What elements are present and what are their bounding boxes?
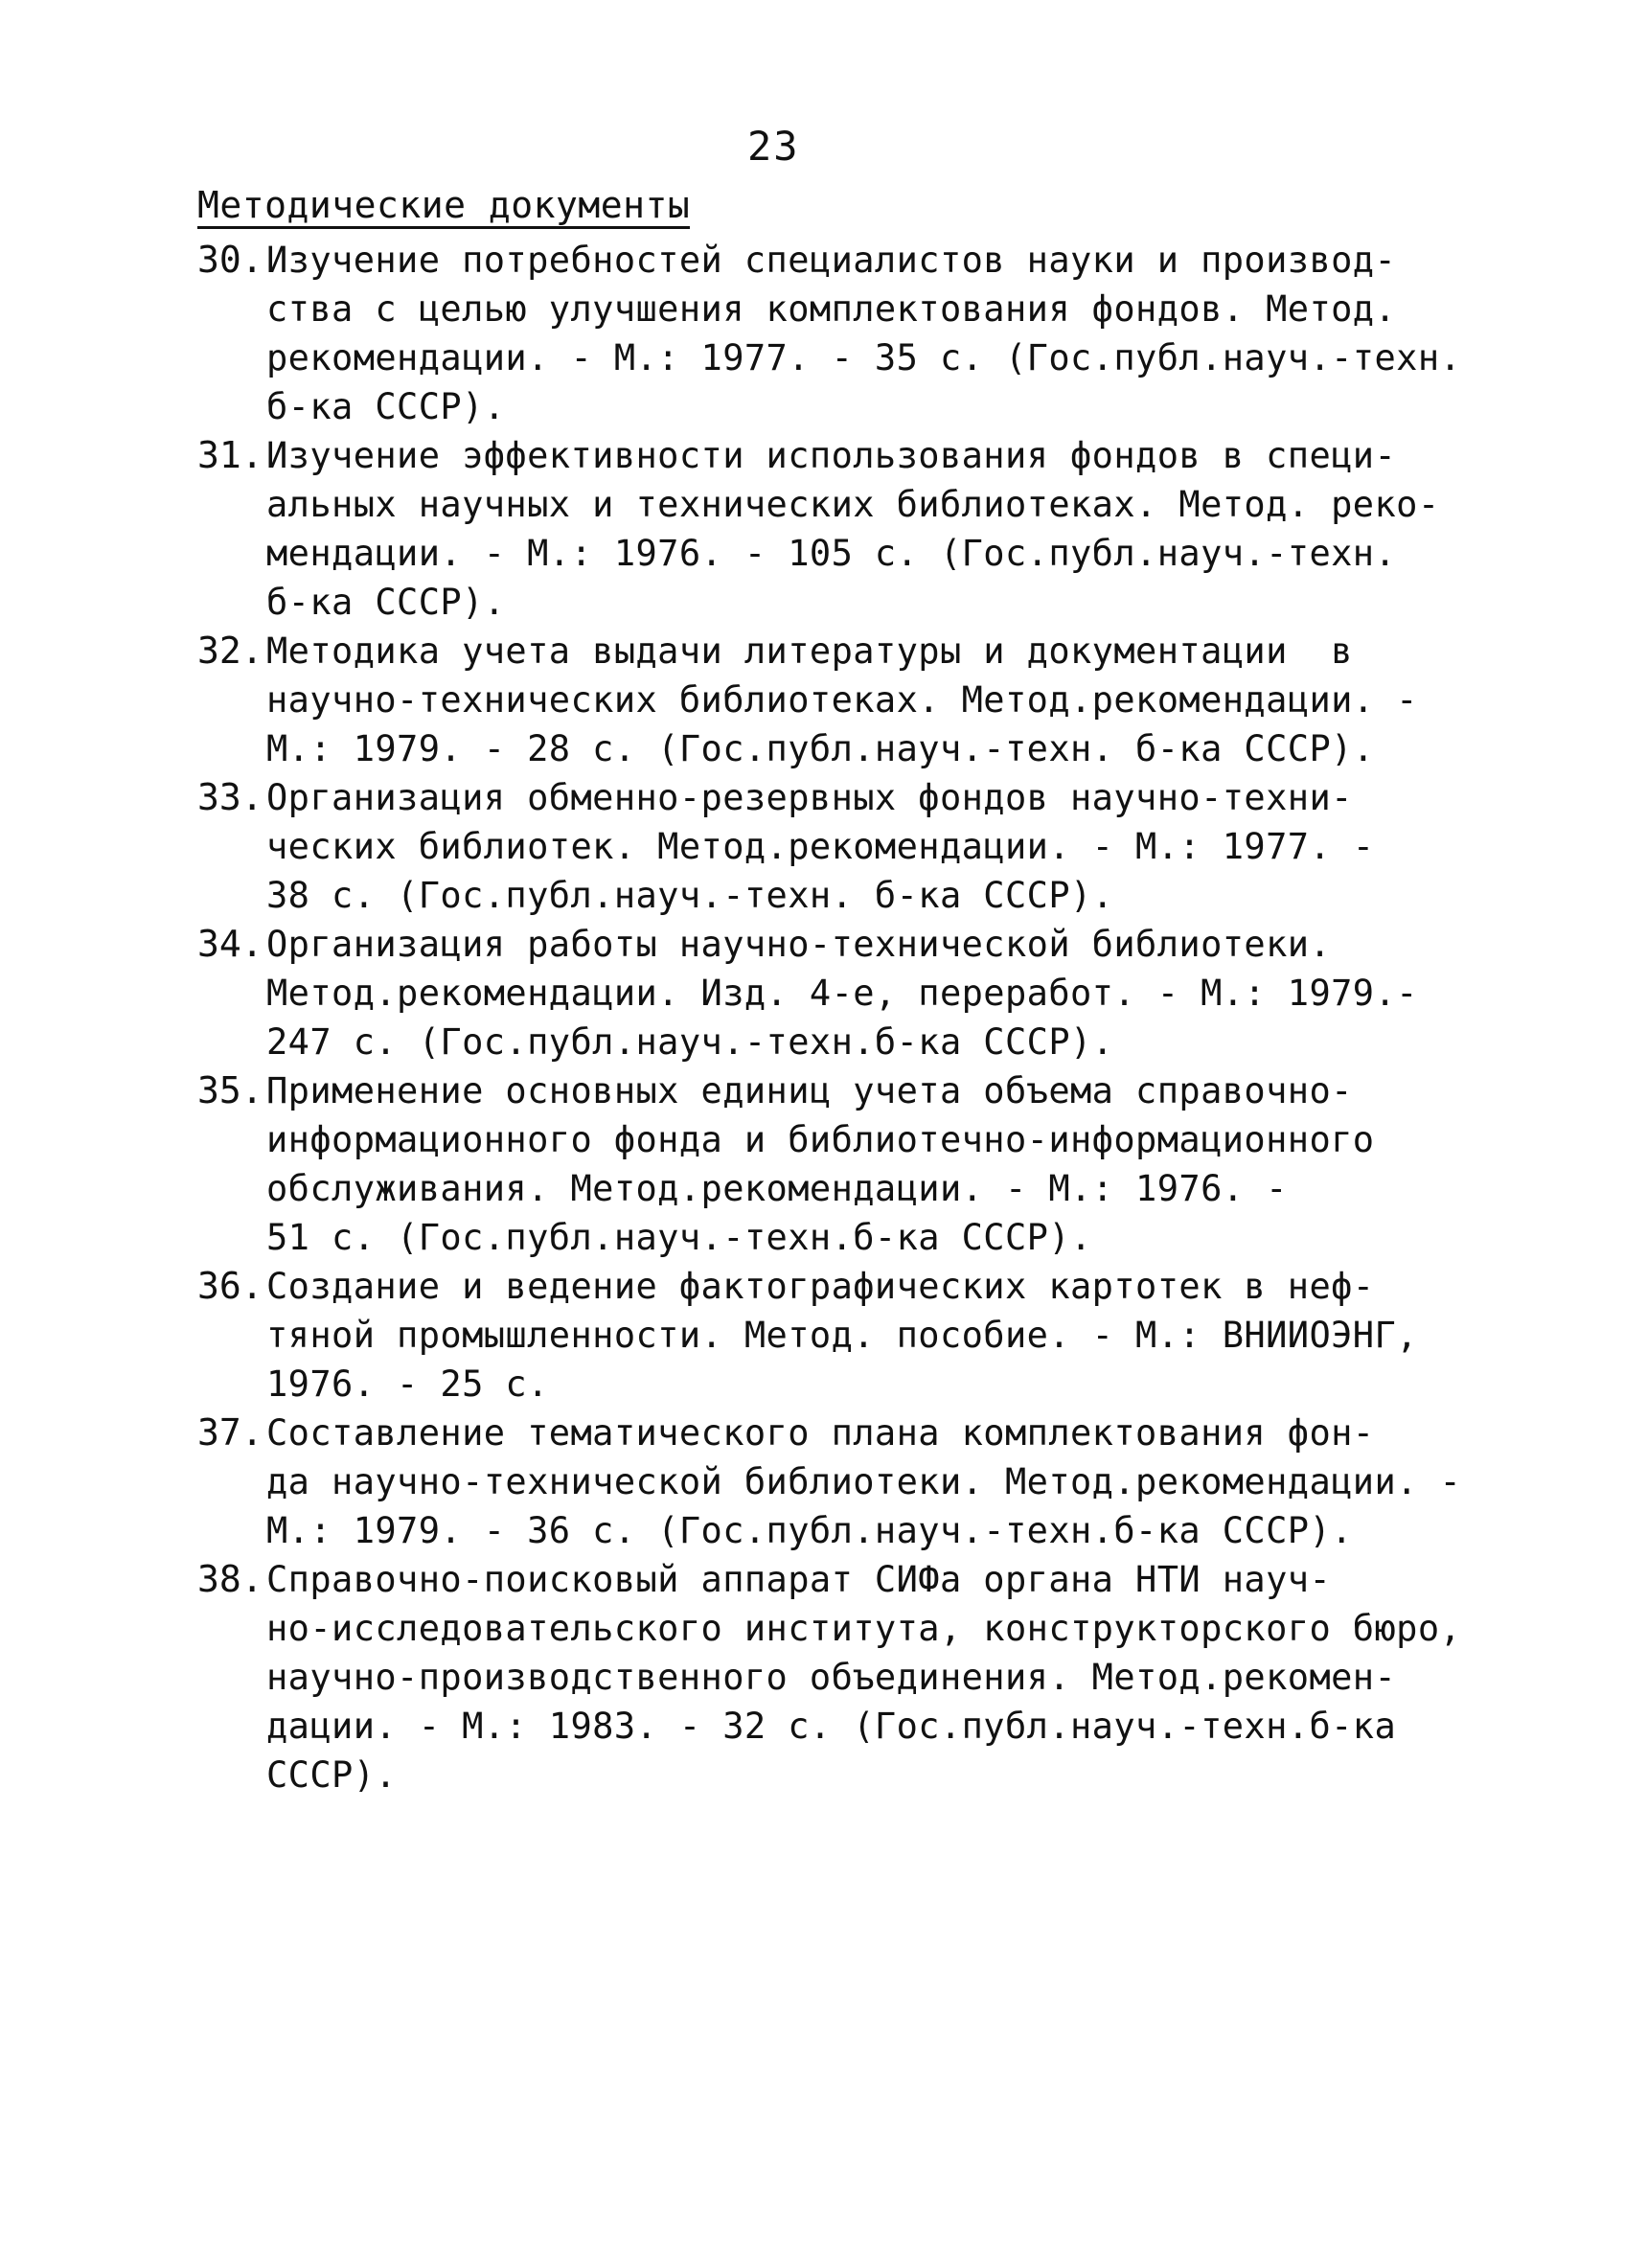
entry-line: Создание и ведение фактографических картотек в неф- xyxy=(266,1266,1375,1307)
entry-line: Составление тематического плана комплектования фон- xyxy=(266,1412,1375,1454)
entry-line: Организация работы научно-технической библиотеки. xyxy=(266,924,1332,965)
entry-line: информационного фонда и библиотечно-информационного xyxy=(266,1119,1375,1160)
entry-line: Методика учета выдачи литературы и документации в xyxy=(266,630,1353,672)
entry-line: Организация обменно-резервных фондов научно-техни- xyxy=(266,777,1353,818)
entry-line: ческих библиотек. Метод.рекомендации. - М.: 1977. - xyxy=(266,826,1375,867)
entry-line: б-ка СССР). xyxy=(266,386,506,427)
entry-line: Применение основных единиц учета объема справочно- xyxy=(266,1070,1353,1111)
entry-line: М.: 1979. - 36 с. (Гос.публ.науч.-техн.б-ка СССР). xyxy=(266,1510,1353,1551)
entry-line: М.: 1979. - 28 с. (Гос.публ.науч.-техн. б-ка СССР). xyxy=(266,728,1375,769)
bibliography-entry xyxy=(197,1555,1500,1799)
entry-text xyxy=(266,1555,1500,1799)
entry-line: обслуживания. Метод.рекомендации. - М.: 1976. - xyxy=(266,1168,1288,1209)
bibliography-entry xyxy=(197,1409,1500,1555)
entry-text xyxy=(266,920,1500,1066)
entry-line: научно-технических библиотеках. Метод.рекомендации. - xyxy=(266,679,1418,721)
entry-text xyxy=(266,236,1500,431)
entry-line: 1976. - 25 с. xyxy=(266,1363,549,1405)
entry-text xyxy=(266,431,1500,627)
entry-text xyxy=(266,1262,1500,1409)
entry-number: 34. xyxy=(197,923,263,965)
bibliography-list xyxy=(197,236,1500,1799)
entry-line: 38 с. (Гос.публ.науч.-техн. б-ка СССР). xyxy=(266,875,1114,916)
bibliography-entry xyxy=(197,920,1500,1066)
entry-line: Изучение эффективности использования фондов в специ- xyxy=(266,435,1397,476)
entry-line: 247 с. (Гос.публ.науч.-техн.б-ка СССР). xyxy=(266,1021,1114,1063)
bibliography-entry xyxy=(197,236,1500,431)
entry-line: да научно-технической библиотеки. Метод.рекомендации. - xyxy=(266,1461,1462,1502)
entry-number: 32. xyxy=(197,630,263,672)
bibliography-entry xyxy=(197,627,1500,773)
entry-line: Изучение потребностей специалистов науки и производ- xyxy=(266,240,1397,281)
entry-line: Метод.рекомендации. Изд. 4-е, переработ. - М.: 1979.- xyxy=(266,973,1418,1014)
entry-line: СССР). xyxy=(266,1754,398,1796)
page-number: 23 xyxy=(747,123,800,170)
entry-number: 35. xyxy=(197,1069,263,1111)
entry-text xyxy=(266,1066,1500,1262)
entry-line: мендации. - М.: 1976. - 105 с. (Гос.публ.науч.-техн. xyxy=(266,533,1397,574)
entry-number: 36. xyxy=(197,1265,263,1307)
entry-line: но-исследовательского института, конструкторского бюро, xyxy=(266,1608,1462,1649)
entry-text xyxy=(266,773,1500,920)
bibliography-entry xyxy=(197,431,1500,627)
entry-line: тяной промышленности. Метод. пособие. - М.: ВНИИОЭНГ, xyxy=(266,1315,1418,1356)
entry-line: альных научных и технических библиотеках. Метод. реко- xyxy=(266,484,1440,525)
entry-line: 51 с. (Гос.публ.науч.-техн.б-ка СССР). xyxy=(266,1217,1092,1258)
section-title: Методические документы xyxy=(197,184,690,229)
entry-number: 33. xyxy=(197,776,263,818)
entry-line: ства с целью улучшения комплектования фондов. Метод. xyxy=(266,288,1397,330)
entry-text xyxy=(266,627,1500,773)
entry-line: рекомендации. - М.: 1977. - 35 с. (Гос.публ.науч.-техн. xyxy=(266,337,1462,378)
entry-line: дации. - М.: 1983. - 32 с. (Гос.публ.науч.-техн.б-ка xyxy=(266,1706,1397,1747)
entry-number: 30. xyxy=(197,239,263,281)
entry-line: Справочно-поисковый аппарат СИФа органа НТИ науч- xyxy=(266,1559,1332,1600)
entry-line: научно-производственного объединения. Метод.рекомен- xyxy=(266,1657,1397,1698)
entry-text xyxy=(266,1409,1500,1555)
entry-number: 38. xyxy=(197,1558,263,1600)
bibliography-entry xyxy=(197,1066,1500,1262)
entry-number: 37. xyxy=(197,1411,263,1454)
bibliography-entry xyxy=(197,773,1500,920)
entry-number: 31. xyxy=(197,434,263,476)
entry-line: б-ка СССР). xyxy=(266,582,506,623)
bibliography-entry xyxy=(197,1262,1500,1409)
